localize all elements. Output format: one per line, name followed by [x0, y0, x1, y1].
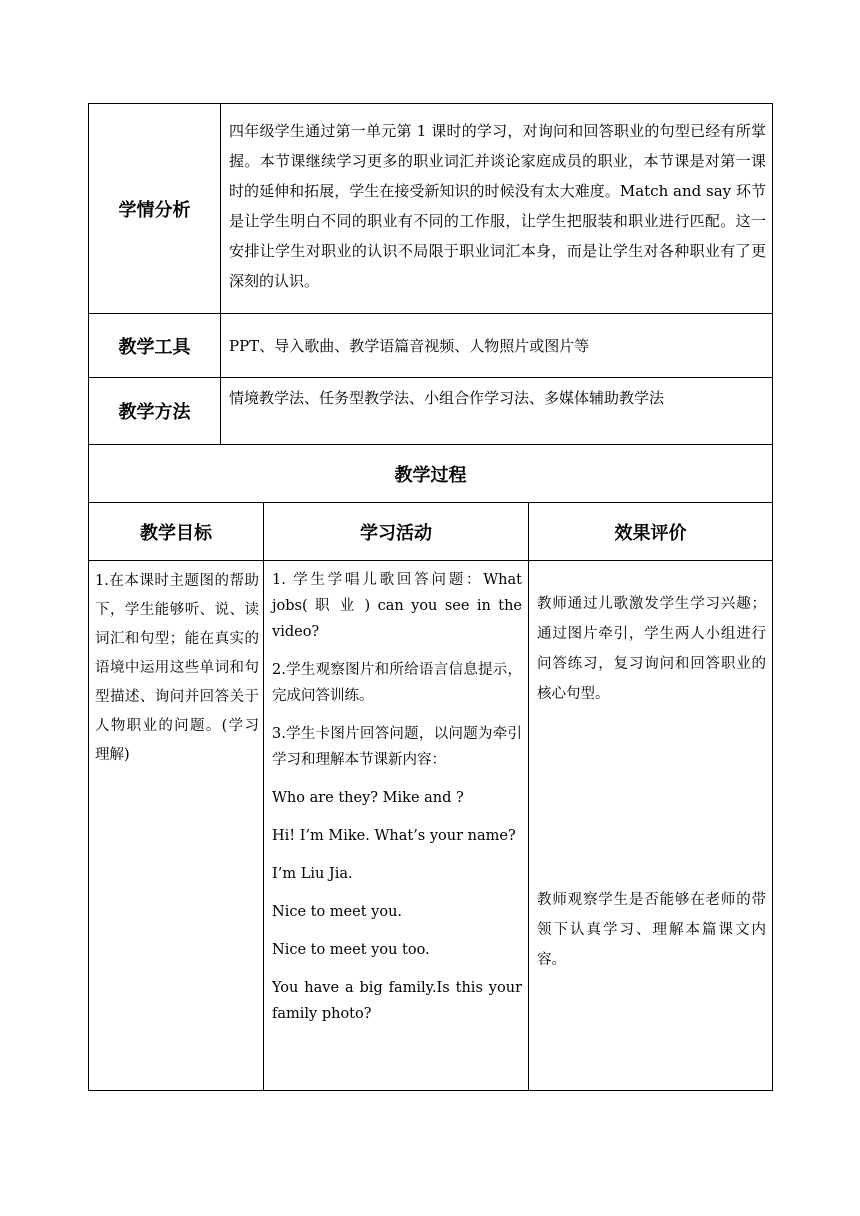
analysis-text: 四年级学生通过第一单元第 1 课时的学习，对询问和回答职业的句型已经有所掌握。本节课继续学习更多的职业词汇并谈论家庭成员的职业，本节课是对第一课时的延伸和拓展，学生在接受新知识的时候没有太大难度。Match and say 环节是让学生明白不同的职业有不同的工作服，让学生把服装和职业进行匹配。这一安排让学生对职业的认识不局限于职业词汇本身，而是让学生对各种职业有了更深刻的认识。 [221, 104, 773, 314]
evaluation-cell [529, 561, 773, 1091]
lesson-plan-table [88, 103, 772, 1091]
process-header-row [89, 503, 773, 561]
process-title: 教学过程 [89, 445, 773, 503]
activity-line: Hi! I’m Mike. What’s your name? [272, 828, 516, 844]
header-objective: 教学目标 [89, 503, 264, 561]
tools-row [89, 314, 773, 378]
activity-line: Nice to meet you. [272, 904, 403, 920]
activity-line: 2.学生观察图片和所给语言信息提示，完成问答训练。 [272, 662, 522, 704]
activity-cell [264, 561, 529, 1091]
process-title-row [89, 445, 773, 503]
methods-text [221, 378, 773, 445]
process-content-row [89, 561, 773, 1091]
activity-line: 3.学生卡图片回答问题，以问题为牵引学习和理解本节课新内容： [272, 726, 522, 768]
header-activity: 学习活动 [264, 503, 529, 561]
header-evaluation: 效果评价 [529, 503, 773, 561]
methods-text-content: 情境教学法、任务型教学法、小组合作学习法、多媒体辅助教学法 [229, 389, 665, 407]
activity-line: 1. 学生学唱儿歌回答问题：What jobs( 职 业 ) can you see in the video? [272, 572, 522, 640]
objective-cell: 1.在本课时主题图的帮助下，学生能够听、说、读词汇和句型；能在真实的语境中运用这些单词和句型描述、询问并回答关于人物职业的问题。(学习理解) [89, 561, 264, 1091]
activity-line: I’m Liu Jia. [272, 866, 353, 882]
info-table [88, 103, 773, 445]
methods-row [89, 378, 773, 445]
activity-line: Who are they? Mike and ? [272, 790, 464, 806]
tools-text: PPT、导入歌曲、教学语篇音视频、人物照片或图片等 [221, 314, 773, 378]
methods-label: 教学方法 [89, 378, 221, 445]
activity-line: Nice to meet you too. [272, 942, 430, 958]
evaluation-text: 教师观察学生是否能够在老师的带领下认真学习、理解本篇课文内容。 [537, 892, 767, 968]
process-table [88, 444, 773, 1091]
tools-label: 教学工具 [89, 314, 221, 378]
evaluation-text: 教师通过儿歌激发学生学习兴趣；通过图片牵引，学生两人小组进行问答练习，复习询问和回答职业的核心句型。 [537, 596, 767, 702]
analysis-label: 学情分析 [89, 104, 221, 314]
analysis-row [89, 104, 773, 314]
activity-line: You have a big family.Is this your family photo? [272, 980, 522, 1022]
